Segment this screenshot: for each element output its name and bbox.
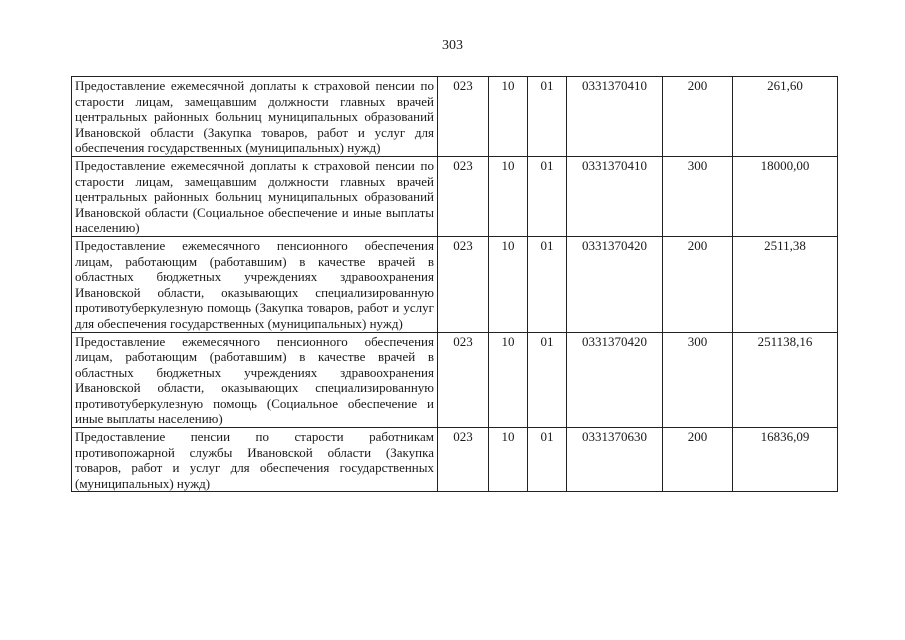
row-expense-type: 200 [663,428,733,492]
row-ministry-code: 023 [438,428,489,492]
row-section-code: 10 [489,428,528,492]
row-subsection-code: 01 [528,236,567,332]
table-row [72,156,838,236]
budget-table [71,76,838,492]
row-ministry-code: 023 [438,332,489,428]
row-description: Предоставление ежемесячной доплаты к страховой пенсии по старости лицам, замещавшим должности главных врачей центральных районных больниц муниципальных образований Ивановской области (Социальное обеспечение и иные выплаты населению) [72,156,438,236]
row-ministry-code: 023 [438,156,489,236]
row-section-code: 10 [489,236,528,332]
row-ministry-code: 023 [438,236,489,332]
row-expense-type: 300 [663,156,733,236]
row-description: Предоставление ежемесячного пенсионного обеспечения лицам, работающим (работавшим) в качестве врачей в областных бюджетных учреждениях здравоохранения Ивановской области, оказывающих специализированную противотуберкулезную помощь (Социальное обеспечение и иные выплаты населению) [72,332,438,428]
row-amount: 18000,00 [733,156,838,236]
row-target-article: 0331370410 [567,77,663,157]
row-section-code: 10 [489,156,528,236]
row-description: Предоставление ежемесячной доплаты к страховой пенсии по старости лицам, замещавшим должности главных врачей центральных районных больниц муниципальных образований Ивановской области (Закупка товаров, работ и услуг для обеспечения государственных (муниципальных) нужд) [72,77,438,157]
row-description: Предоставление пенсии по старости работникам противопожарной службы Ивановской области (Закупка товаров, работ и услуг для обеспечения государственных (муниципальных) нужд) [72,428,438,492]
row-target-article: 0331370630 [567,428,663,492]
row-target-article: 0331370410 [567,156,663,236]
row-amount: 2511,38 [733,236,838,332]
table-body [72,77,838,492]
row-subsection-code: 01 [528,332,567,428]
row-subsection-code: 01 [528,156,567,236]
table-row [72,77,838,157]
row-section-code: 10 [489,332,528,428]
page-number: 303 [442,38,463,53]
row-amount: 16836,09 [733,428,838,492]
row-amount: 261,60 [733,77,838,157]
row-ministry-code: 023 [438,77,489,157]
row-target-article: 0331370420 [567,332,663,428]
row-expense-type: 300 [663,332,733,428]
row-subsection-code: 01 [528,428,567,492]
row-subsection-code: 01 [528,77,567,157]
table-row [72,428,838,492]
row-section-code: 10 [489,77,528,157]
table-row [72,236,838,332]
table-row [72,332,838,428]
row-amount: 251138,16 [733,332,838,428]
row-target-article: 0331370420 [567,236,663,332]
row-expense-type: 200 [663,236,733,332]
row-description: Предоставление ежемесячного пенсионного обеспечения лицам, работающим (работавшим) в качестве врачей в областных бюджетных учреждениях здравоохранения Ивановской области, оказывающих специализированную противотуберкулезную помощь (Закупка товаров, работ и услуг для обеспечения государственных (муниципальных) нужд) [72,236,438,332]
row-expense-type: 200 [663,77,733,157]
